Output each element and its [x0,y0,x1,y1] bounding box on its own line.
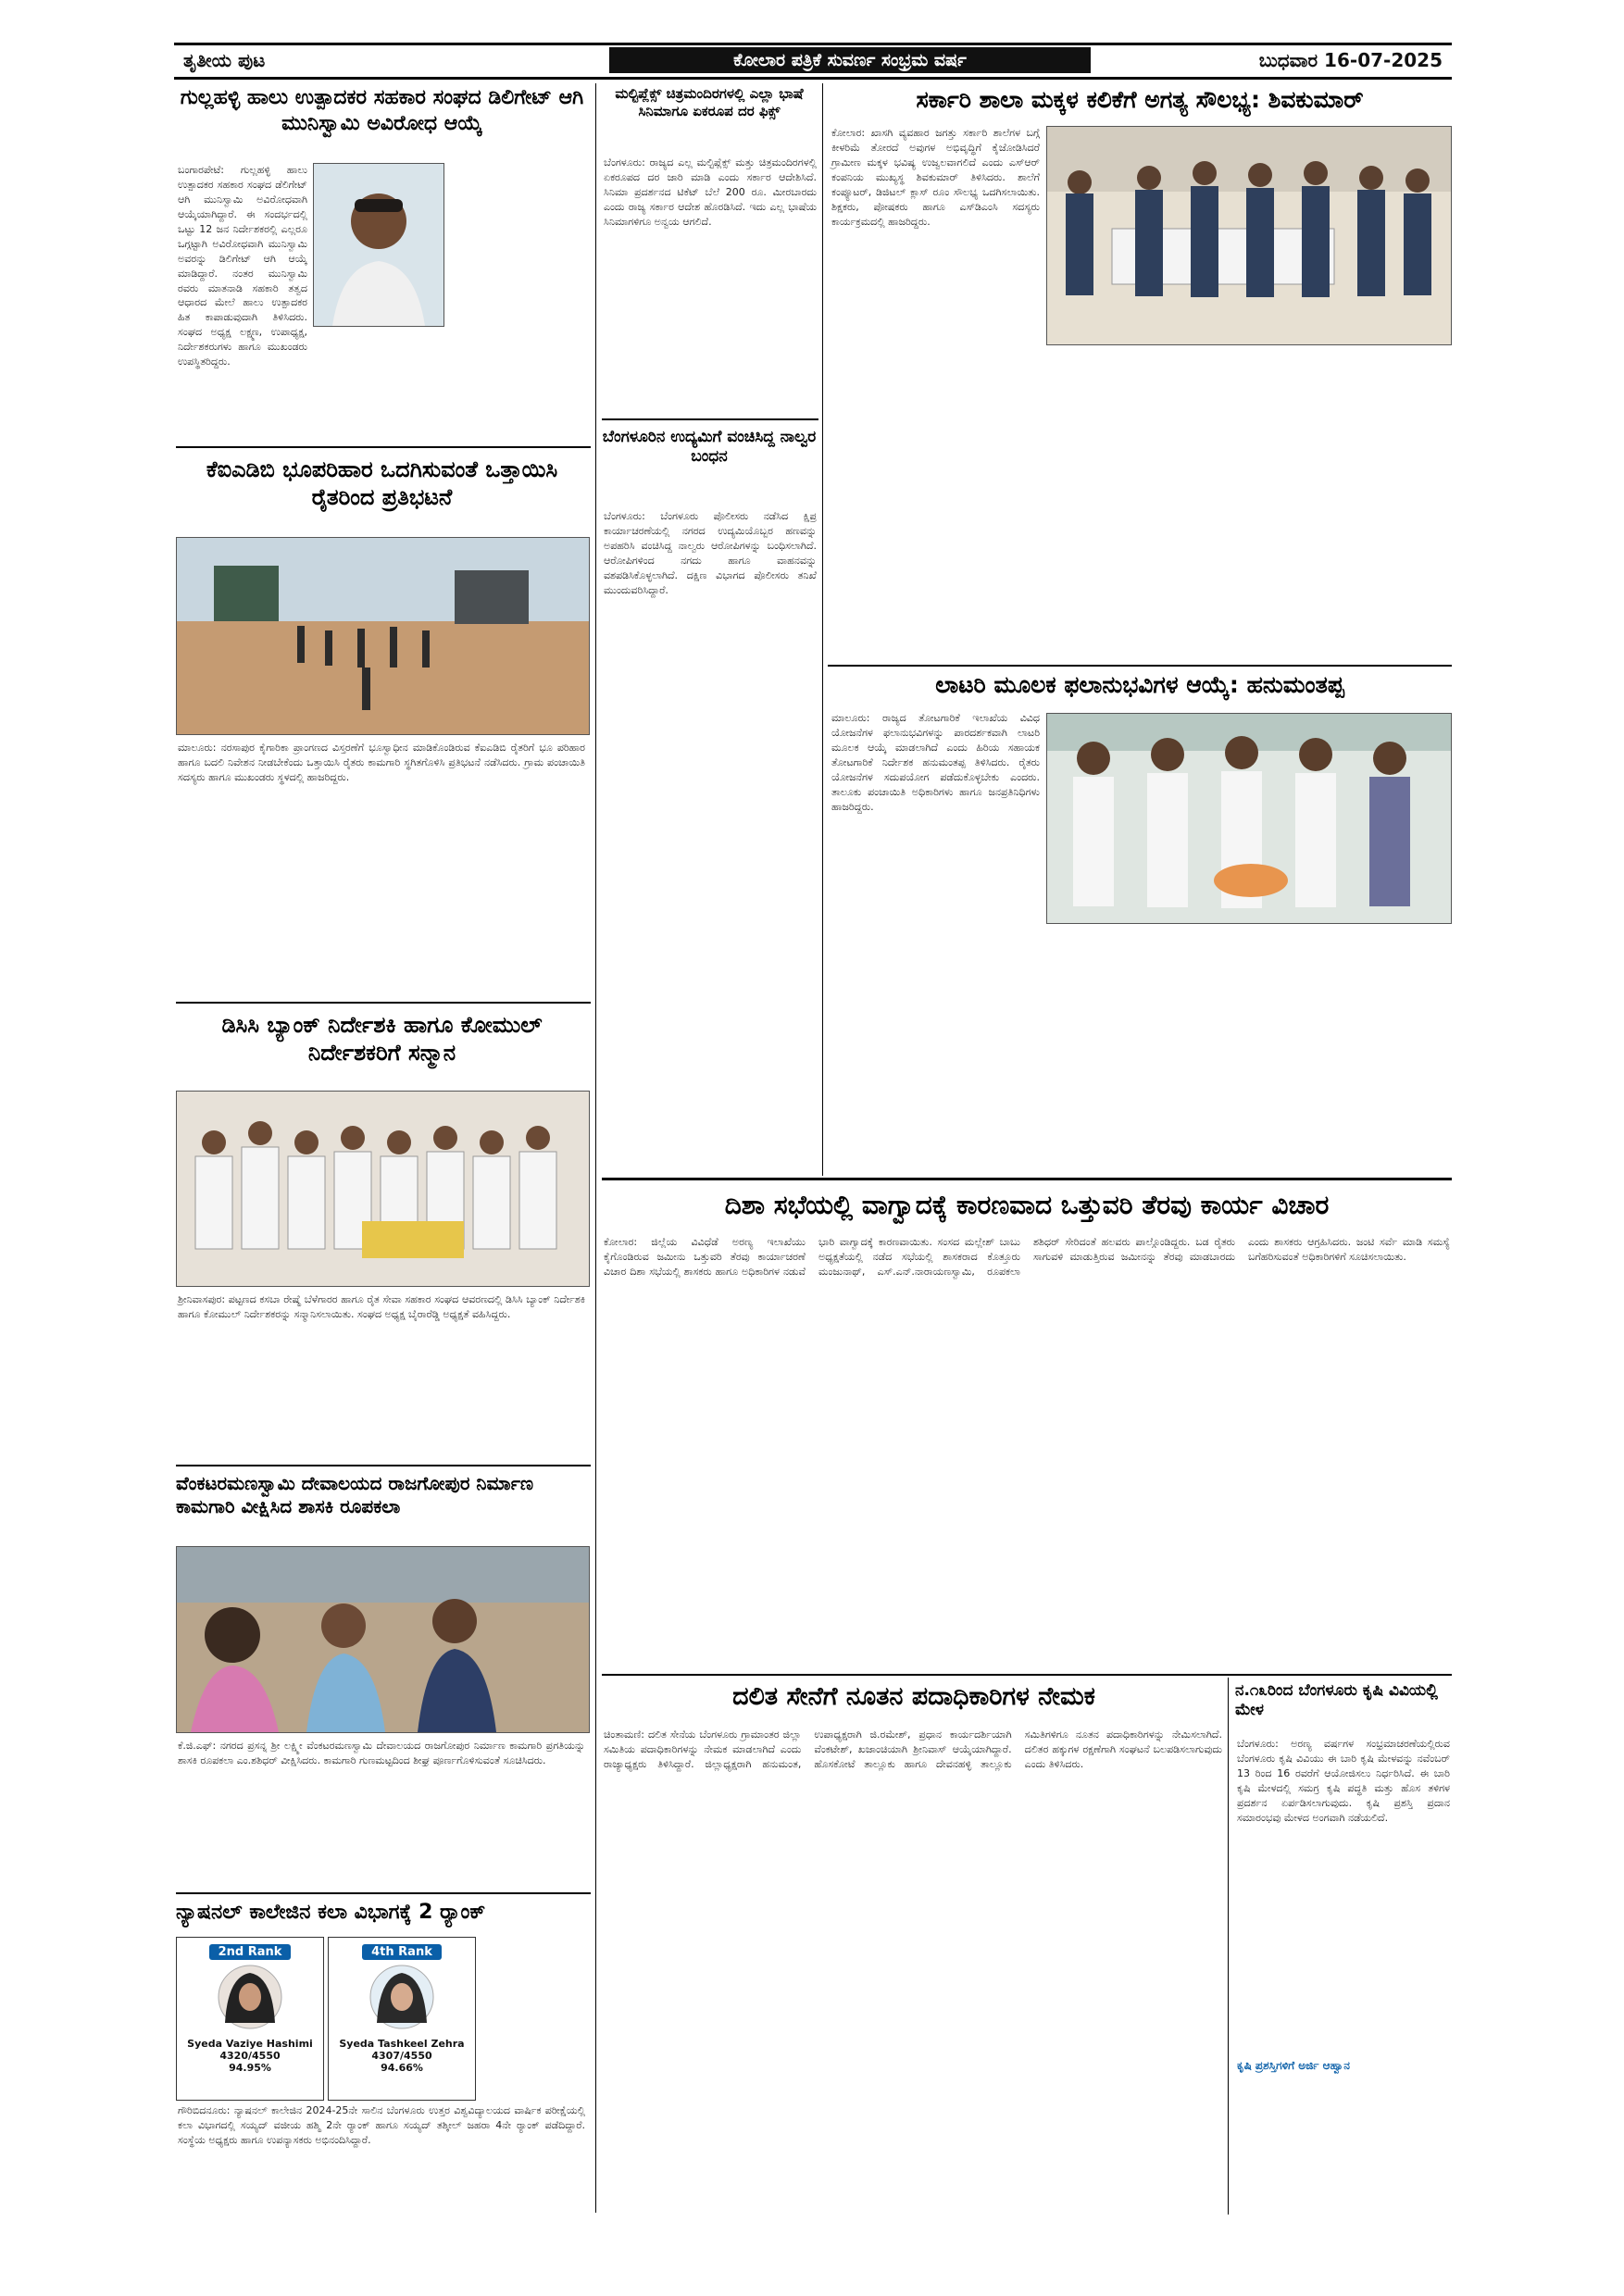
article-body-continued [1046,926,1241,1174]
section-rule [602,1674,1452,1676]
section-rule [602,1178,1452,1180]
article-body: ಬೆಂಗಳೂರು: ರಾಜ್ಯದ ಎಲ್ಲ ಮಲ್ಟಿಪ್ಲೆಕ್ಸ್ ಮತ್ತು ಚಿತ್ರಮಂದಿರಗಳಲ್ಲಿ ಏಕರೂಪದ ದರ ಜಾರಿ ಮಾಡಿ ಎಂದು ಸರ್ಕಾರ ಆದೇಶಿಸಿದೆ. ಸಿನಿಮಾ ಪ್ರದರ್ಶನದ ಟಿಕೆಟ್ ಬೆಲೆ 200 ರೂ. ಮೀರಬಾರದು ಎಂದು ರಾಜ್ಯ ಸರ್ಕಾರ ಆದೇಶ ಹೊರಡಿಸಿದೆ. ಇದು ಎಲ್ಲ ಭಾಷೆಯ ಸಿನಿಮಾಗಳಿಗೂ ಅನ್ವಯ ಆಗಲಿದೆ. [604,156,817,228]
section-rule [176,1465,591,1466]
page-label: ತೃತೀಯ ಪುಟ [183,49,266,71]
article-body: ಬೆಂಗಳೂರು: ಅರಣ್ಯ ವರ್ಷಗಳ ಸಂಭ್ರಮಾಚರಣೆಯಲ್ಲಿರುವ ಬೆಂಗಳೂರು ಕೃಷಿ ವಿವಿಯು ಈ ಬಾರಿ ಕೃಷಿ ಮೇಳವನ್ನು ನವೆಂಬರ್ 13 ರಿಂದ 16 ರವರೆಗೆ ಆಯೋಜಿಸಲು ನಿರ್ಧರಿಸಿದೆ. ಈ ಬಾರಿ ಕೃಷಿ ಮೇಳದಲ್ಲಿ ಸಮಗ್ರ ಕೃಷಿ ಪದ್ಧತಿ ಮತ್ತು ಹೊಸ ತಳಿಗಳ ಪ್ರದರ್ಶನ ಏರ್ಪಡಿಸಲಾಗುವುದು. ಕೃಷಿ ಪ್ರಶಸ್ತಿ ಪ್ರದಾನ ಸಮಾರಂಭವು ಮೇಳದ ಅಂಗವಾಗಿ ನಡೆಯಲಿದೆ. [1237,1738,1450,1824]
portrait-image [314,164,443,326]
article-body: ಮಾಲೂರು: ನರಸಾಪುರ ಕೈಗಾರಿಕಾ ಪ್ರಾಂಗಣದ ವಿಸ್ತರಣೆಗೆ ಭೂಸ್ವಾಧೀನ ಮಾಡಿಕೊಂಡಿರುವ ಕೆಐಎಡಿಬಿ ರೈತರಿಗೆ ಭೂ ಪರಿಹಾರ ಹಾಗೂ ಬದಲಿ ನಿವೇಶನ ನೀಡಬೇಕೆಂದು ಒತ್ತಾಯಿಸಿ ರೈತರು ಕಾಮಗಾರಿ ಸ್ಥಗಿತಗೊಳಿಸಿ ಪ್ರತಿಭಟನೆ ನಡೆಸಿದರು. ಗ್ರಾಮ ಪಂಚಾಯಿತಿ ಸದಸ್ಯರು ಹಾಗೂ ಮುಖಂಡರು ಸ್ಥಳದಲ್ಲಿ ಹಾಜರಿದ್ದರು. [178,742,585,783]
headline-national-college: ನ್ಯಾಷನಲ್ ಕಾಲೇಜಿನ ಕಲಾ ವಿಭಾಗಕ್ಕೆ 2 ರ್‍ಯಾಂಕ್ [176,1901,486,1924]
student-marks: 4307/4550 [371,2050,432,2062]
rank-badge: 4th Rank [362,1944,442,1960]
lottery-event-photo [1046,713,1452,924]
rank-card-2nd [176,1937,324,2101]
article-body: ಚಿಂತಾಮಣಿ: ದಲಿತ ಸೇನೆಯ ಬೆಂಗಳೂರು ಗ್ರಾಮಾಂತರ ಜಿಲ್ಲಾ ಸಮಿತಿಯ ಪದಾಧಿಕಾರಿಗಳನ್ನು ನೇಮಕ ಮಾಡಲಾಗಿದೆ ಎಂದು ರಾಜ್ಯಾಧ್ಯಕ್ಷರು ತಿಳಿಸಿದ್ದಾರೆ. ಜಿಲ್ಲಾಧ್ಯಕ್ಷರಾಗಿ ಹನುಮಂತ, ಉಪಾಧ್ಯಕ್ಷರಾಗಿ ಜಿ.ರಮೇಶ್, ಪ್ರಧಾನ ಕಾರ್ಯದರ್ಶಿಯಾಗಿ ವೆಂಕಟೇಶ್, ಖಜಾಂಚಿಯಾಗಿ ಶ್ರೀನಿವಾಸ್ ಆಯ್ಕೆಯಾಗಿದ್ದಾರೆ. ಹೊಸಕೋಟೆ ತಾಲ್ಲೂಕು ಹಾಗೂ ದೇವನಹಳ್ಳಿ ತಾಲ್ಲೂಕು ಸಮಿತಿಗಳಿಗೂ ನೂತನ ಪದಾಧಿಕಾರಿಗಳನ್ನು ನೇಮಿಸಲಾಗಿದೆ. ದಲಿತರ ಹಕ್ಕುಗಳ ರಕ್ಷಣೆಗಾಗಿ ಸಂಘಟನೆ ಬಲಪಡಿಸಲಾಗುವುದು ಎಂದು ತಿಳಿಸಿದರು. [604,1728,1222,1770]
issue-date: ಬುಧವಾರ 16-07-2025 [1258,49,1443,71]
inspection-scene-image [177,1547,589,1732]
student-name: Syeda Tashkeel Zehra [339,2038,465,2050]
student-marks: 4320/4550 [219,2050,281,2062]
article-body-continued [1248,926,1450,1174]
article-body-continued [1237,2078,1450,2212]
headline-krishi-mela: ನ.೧೩ರಿಂದ ಬೆಂಗಳೂರು ಕೃಷಿ ವಿವಿಯಲ್ಲಿ ಮೇಳ [1235,1681,1438,1720]
protest-photo [176,537,590,735]
subheading-awards: ಕೃಷಿ ಪ್ರಶಸ್ತಿಗಳಿಗೆ ಅರ್ಜಿ ಆಹ್ವಾನ [1237,2059,1350,2072]
headline-disha-meeting: ದಿಶಾ ಸಭೆಯಲ್ಲಿ ವಾಗ್ವಾದಕ್ಕೆ ಕಾರಣವಾದ ಒತ್ತುವರಿ ತೆರವು ಕಾರ್ಯ ವಿಚಾರ [724,1190,1330,1220]
article-body: ಗೌರಿಬಿದನೂರು: ನ್ಯಾಷನಲ್ ಕಾಲೇಜಿನ 2024-25ನೇ ಸಾಲಿನ ಬೆಂಗಳೂರು ಉತ್ತರ ವಿಶ್ವವಿದ್ಯಾಲಯದ ವಾರ್ಷಿಕ ಪರೀಕ್ಷೆಯಲ್ಲಿ ಕಲಾ ವಿಭಾಗದಲ್ಲಿ ಸಯ್ಯದ್ ವಜೀಯ ಹಶ್ಮಿ 2ನೇ ರ್‍ಯಾಂಕ್ ಹಾಗೂ ಸಯ್ಯದ್ ತಶ್ಕೀಲ್ ಜಹರಾ 4ನೇ ರ್‍ಯಾಂಕ್ ಪಡೆದಿದ್ದಾರೆ. ಸಂಸ್ಥೆಯ ಅಧ್ಯಕ್ಷರು ಹಾಗೂ ಉಪನ್ಯಾಸಕರು ಅಭಿನಂದಿಸಿದ್ದಾರೆ. [178,2104,585,2146]
column-divider [822,83,823,1176]
headline-kiadb-protest: ಕೆಐಎಡಿಬಿ ಭೂಪರಿಹಾರ ಒದಗಿಸುವಂತೆ ಒತ್ತಾಯಿಸಿ ರೈತರಿಂದ ಪ್ರತಿಭಟನೆ [206,456,558,510]
headline-dcc-bank-honour: ಡಿಸಿಸಿ ಬ್ಯಾಂಕ್ ನಿರ್ದೇಶಕಿ ಹಾಗೂ ಕೋಮುಲ್ ನಿರ್ದೇಶಕರಿಗೆ ಸನ್ಮಾನ [221,1012,543,1066]
article-body: ಕೋಲಾರ: ಜಿಲ್ಲೆಯ ವಿವಿಧೆಡೆ ಅರಣ್ಯ ಇಲಾಖೆಯು ಕೈಗೊಂಡಿರುವ ಜಮೀನು ಒತ್ತುವರಿ ತೆರವು ಕಾರ್ಯಾಚರಣೆ ವಿಚಾರ ದಿಶಾ ಸಭೆಯಲ್ಲಿ ಶಾಸಕರು ಹಾಗೂ ಅಧಿಕಾರಿಗಳ ನಡುವೆ ಭಾರಿ ವಾಗ್ವಾದಕ್ಕೆ ಕಾರಣವಾಯಿತು. ಸಂಸದ ಮಲ್ಲೇಶ್ ಬಾಬು ಅಧ್ಯಕ್ಷತೆಯಲ್ಲಿ ನಡೆದ ಸಭೆಯಲ್ಲಿ ಶಾಸಕರಾದ ಕೊತ್ತೂರು ಮಂಜುನಾಥ್, ಎಸ್.ಎನ್.ನಾರಾಯಣಸ್ವಾಮಿ, ರೂಪಕಲಾ ಶಶಿಧರ್ ಸೇರಿದಂತೆ ಹಲವರು ಪಾಲ್ಗೊಂಡಿದ್ದರು. ಬಡ ರೈತರು ಸಾಗುವಳಿ ಮಾಡುತ್ತಿರುವ ಜಮೀನನ್ನು ತೆರವು ಮಾಡಬಾರದು ಎಂದು ಶಾಸಕರು ಆಗ್ರಹಿಸಿದರು. ಜಂಟಿ ಸರ್ವೆ ಮಾಡಿ ಸಮಸ್ಯೆ ಬಗೆಹರಿಸುವಂತೆ ಅಧಿಕಾರಿಗಳಿಗೆ ಸೂಚಿಸಲಾಯಿತು. [604,1236,1450,1278]
student-percent: 94.66% [381,2062,423,2074]
article-body-side [481,1937,588,2099]
school-event-image [1047,127,1451,344]
headline-multiplex: ಮಲ್ಟಿಪ್ಲೆಕ್ಸ್ ಚಿತ್ರಮಂದಿರಗಳಲ್ಲಿ ಎಲ್ಲಾ ಭಾಷೆ ಸಿನಿಮಾಗೂ ಏಕರೂಪ ದರ ಫಿಕ್ಸ್ [615,85,804,119]
headline-lottery-selection: ಲಾಟರಿ ಮೂಲಕ ಫಲಾನುಭವಿಗಳ ಆಯ್ಕೆ: ಹನುಮಂತಪ್ಪ [935,671,1344,698]
headline-school-facilities: ಸರ್ಕಾರಿ ಶಾಲಾ ಮಕ್ಕಳ ಕಲಿಕೆಗೆ ಅಗತ್ಯ ಸೌಲಭ್ಯ: ಶಿವಕುಮಾರ್ [916,86,1364,113]
section-rule [176,1892,591,1894]
student-photo-icon [177,1960,323,2034]
section-rule [176,446,591,448]
article-body: ಶ್ರೀನಿವಾಸಪುರ: ಪಟ್ಟಣದ ಕಸಬಾ ರೇಷ್ಮೆ ಬೆಳೆಗಾರರ ಹಾಗೂ ರೈತ ಸೇವಾ ಸಹಕಾರ ಸಂಘದ ಆವರಣದಲ್ಲಿ ಡಿಸಿಸಿ ಬ್ಯಾಂಕ್ ನಿರ್ದೇಶಕಿ ಹಾಗೂ ಕೋಮುಲ್ ನಿರ್ದೇಶಕರನ್ನು ಸನ್ಮಾನಿಸಲಾಯಿತು. ಸಂಘದ ಅಧ್ಯಕ್ಷ ಬೈರಾರೆಡ್ಡಿ ಅಧ್ಯಕ್ಷತೆ ವಹಿಸಿದ್ದರು. [178,1293,585,1320]
felicitation-group-image [177,1092,589,1286]
section-rule [828,665,1452,667]
section-rule [176,1002,591,1004]
paper-title: ಕೋಲಾರ ಪತ್ರಿಕೆ ಸುವರ್ಣ ಸಂಭ್ರಮ ವರ್ಷ [609,47,1091,73]
headline-dalit-sene: ದಲಿತ ಸೇನೆಗೆ ನೂತನ ಪದಾಧಿಕಾರಿಗಳ ನೇಮಕ [732,1682,1095,1711]
rank-card-4th [328,1937,476,2101]
masthead [174,43,1452,80]
student-name: Syeda Vaziye Hashimi [187,2038,313,2050]
protest-scene-image [177,538,589,734]
headline-temple-gopura: ವೆಂಕಟರಮಣಸ್ವಾಮಿ ದೇವಾಲಯದ ರಾಜಗೋಪುರ ನಿರ್ಮಾಣ ಕಾಮಗಾರಿ ವೀಕ್ಷಿಸಿದ ಶಾಸಕಿ ರೂಪಕಲಾ [176,1472,534,1517]
article-body: ಬೆಂಗಳೂರು: ಬೆಂಗಳೂರು ಪೊಲೀಸರು ನಡೆಸಿದ ಕ್ಷಿಪ್ರ ಕಾರ್ಯಾಚರಣೆಯಲ್ಲಿ ನಗರದ ಉದ್ಯಮಿಯೊಬ್ಬರ ಹಣವನ್ನು ಅಪಹರಿಸಿ ವಂಚಿಸಿದ್ದ ನಾಲ್ವರು ಆರೋಪಿಗಳನ್ನು ಬಂಧಿಸಲಾಗಿದೆ. ಆರೋಪಿಗಳಿಂದ ನಗದು ಹಾಗೂ ವಾಹನವನ್ನು ವಶಪಡಿಸಿಕೊಳ್ಳಲಾಗಿದೆ. ದಕ್ಷಿಣ ವಿಭಾಗದ ಪೊಲೀಸರು ತನಿಖೆ ಮುಂದುವರಿಸಿದ್ದಾರೆ. [604,510,817,596]
lottery-event-image [1047,714,1451,923]
school-event-photo [1046,126,1452,345]
article-body: ಬಂಗಾರಪೇಟೆ: ಗುಲ್ಲಹಳ್ಳಿ ಹಾಲು ಉತ್ಪಾದಕರ ಸಹಕಾರ ಸಂಘದ ಡೆಲಿಗೇಟ್ ಆಗಿ ಮುನಿಸ್ವಾಮಿ ಅವಿರೋಧವಾಗಿ ಆಯ್ಕೆಯಾಗಿದ್ದಾರೆ. ಈ ಸಂದರ್ಭದಲ್ಲಿ ಒಟ್ಟು 12 ಜನ ನಿರ್ದೇಶಕರಲ್ಲಿ ಎಲ್ಲರೂ ಒಗ್ಗಟ್ಟಾಗಿ ಅವಿರೋಧವಾಗಿ ಮುನಿಸ್ವಾಮಿ ಅವರನ್ನು ಡಿಲಿಗೇಟ್ ಆಗಿ ಆಯ್ಕೆ ಮಾಡಿದ್ದಾರೆ. ನಂತರ ಮುನಿಸ್ವಾಮಿ ರವರು ಮಾತನಾಡಿ ಸಹಕಾರಿ ತತ್ವದ ಆಧಾರದ ಮೇಲೆ ಹಾಲು ಉತ್ಪಾದಕರ ಹಿತ ಕಾಪಾಡುವುದಾಗಿ ತಿಳಿಸಿದರು. ಸಂಘದ ಅಧ್ಯಕ್ಷ ಲಕ್ಷ್ಮಣ, ಉಪಾಧ್ಯಕ್ಷ, ನಿರ್ದೇಶಕರುಗಳು ಹಾಗೂ ಮುಖಂಡರು ಉಪಸ್ಥಿತರಿದ್ದರು. [178,164,307,368]
article-body: ಕೋಲಾರ: ಖಾಸಗಿ ವ್ಯವಹಾರ ಜಗತ್ತು ಸರ್ಕಾರಿ ಶಾಲೆಗಳ ಬಗ್ಗೆ ಕೀಳರಿಮೆ ತೋರದೆ ಅವುಗಳ ಅಭಿವೃದ್ಧಿಗೆ ಕೈಜೋಡಿಸಿದರೆ ಗ್ರಾಮೀಣ ಮಕ್ಕಳ ಭವಿಷ್ಯ ಉಜ್ವಲವಾಗಲಿದೆ ಎಂದು ಎಸ್‌ಆರ್ ಕಂಪನಿಯ ಮುಖ್ಯಸ್ಥ ಶಿವಕುಮಾರ್ ತಿಳಿಸಿದರು. ಶಾಲೆಗೆ ಕಂಪ್ಯೂಟರ್, ಡಿಜಿಟಲ್ ಕ್ಲಾಸ್ ರೂಂ ಸೌಲಭ್ಯ ಒದಗಿಸಲಾಯಿತು. ಶಿಕ್ಷಕರು, ಪೋಷಕರು ಹಾಗೂ ಎಸ್‌ಡಿಎಂಸಿ ಸದಸ್ಯರು ಕಾರ್ಯಕ್ರಮದಲ್ಲಿ ಹಾಜರಿದ್ದರು. [831,127,1040,228]
rank-badge: 2nd Rank [209,1944,292,1960]
student-photo-icon [329,1960,475,2034]
column-divider [595,83,596,2213]
article-body: ಮಾಲೂರು: ರಾಜ್ಯದ ತೋಟಗಾರಿಕೆ ಇಲಾಖೆಯ ವಿವಿಧ ಯೋಜನೆಗಳ ಫಲಾನುಭವಿಗಳನ್ನು ಪಾರದರ್ಶಕವಾಗಿ ಲಾಟರಿ ಮೂಲಕ ಆಯ್ಕೆ ಮಾಡಲಾಗಿದೆ ಎಂದು ಹಿರಿಯ ಸಹಾಯಕ ತೋಟಗಾರಿಕೆ ನಿರ್ದೇಶಕ ಹನುಮಂತಪ್ಪ ತಿಳಿಸಿದರು. ರೈತರು ಯೋಜನೆಗಳ ಸದುಪಯೋಗ ಪಡೆದುಕೊಳ್ಳಬೇಕು ಎಂದರು. ತಾಲೂಕು ಪಂಚಾಯಿತಿ ಅಧಿಕಾರಿಗಳು ಹಾಗೂ ಜನಪ್ರತಿನಿಧಿಗಳು ಹಾಜರಿದ್ದರು. [831,712,1040,813]
column-divider [1228,1678,1229,2215]
headline-gullahalli: ಗುಲ್ಲಹಳ್ಳಿ ಹಾಲು ಉತ್ಪಾದಕರ ಸಹಕಾರ ಸಂಘದ ಡಿಲಿಗೇಟ್ ಆಗಿ ಮುನಿಸ್ವಾಮಿ ಅವಿರೋಧ ಆಯ್ಕೆ [180,86,584,135]
felicitation-photo [176,1091,590,1287]
article-body-continued [1046,348,1241,663]
headline-fraud-arrest: ಬೆಂಗಳೂರಿನ ಉದ್ಯಮಿಗೆ ವಂಚಿಸಿದ್ದ ನಾಲ್ವರ ಬಂಧನ [602,428,817,467]
article-body-continued [448,163,589,441]
article-body: ಕೆ.ಜಿ.ಎಫ್: ನಗರದ ಪ್ರಸನ್ನ ಶ್ರೀ ಲಕ್ಷ್ಮೀ ವೆಂಕಟರಮಣಸ್ವಾಮಿ ದೇವಾಲಯದ ರಾಜಗೋಪುರ ನಿರ್ಮಾಣ ಕಾಮಗಾರಿ ಪ್ರಗತಿಯನ್ನು ಶಾಸಕಿ ರೂಪಕಲಾ ಎಂ.ಶಶಿಧರ್ ವೀಕ್ಷಿಸಿದರು. ಕಾಮಗಾರಿ ಗುಣಮಟ್ಟದಿಂದ ಶೀಘ್ರ ಪೂರ್ಣಗೊಳಿಸುವಂತೆ ಸೂಚಿಸಿದರು. [178,1740,585,1766]
portrait-photo [313,163,444,327]
article-body-continued [1248,348,1450,663]
section-rule [602,418,818,420]
temple-inspection-photo [176,1546,590,1733]
student-percent: 94.95% [229,2062,271,2074]
